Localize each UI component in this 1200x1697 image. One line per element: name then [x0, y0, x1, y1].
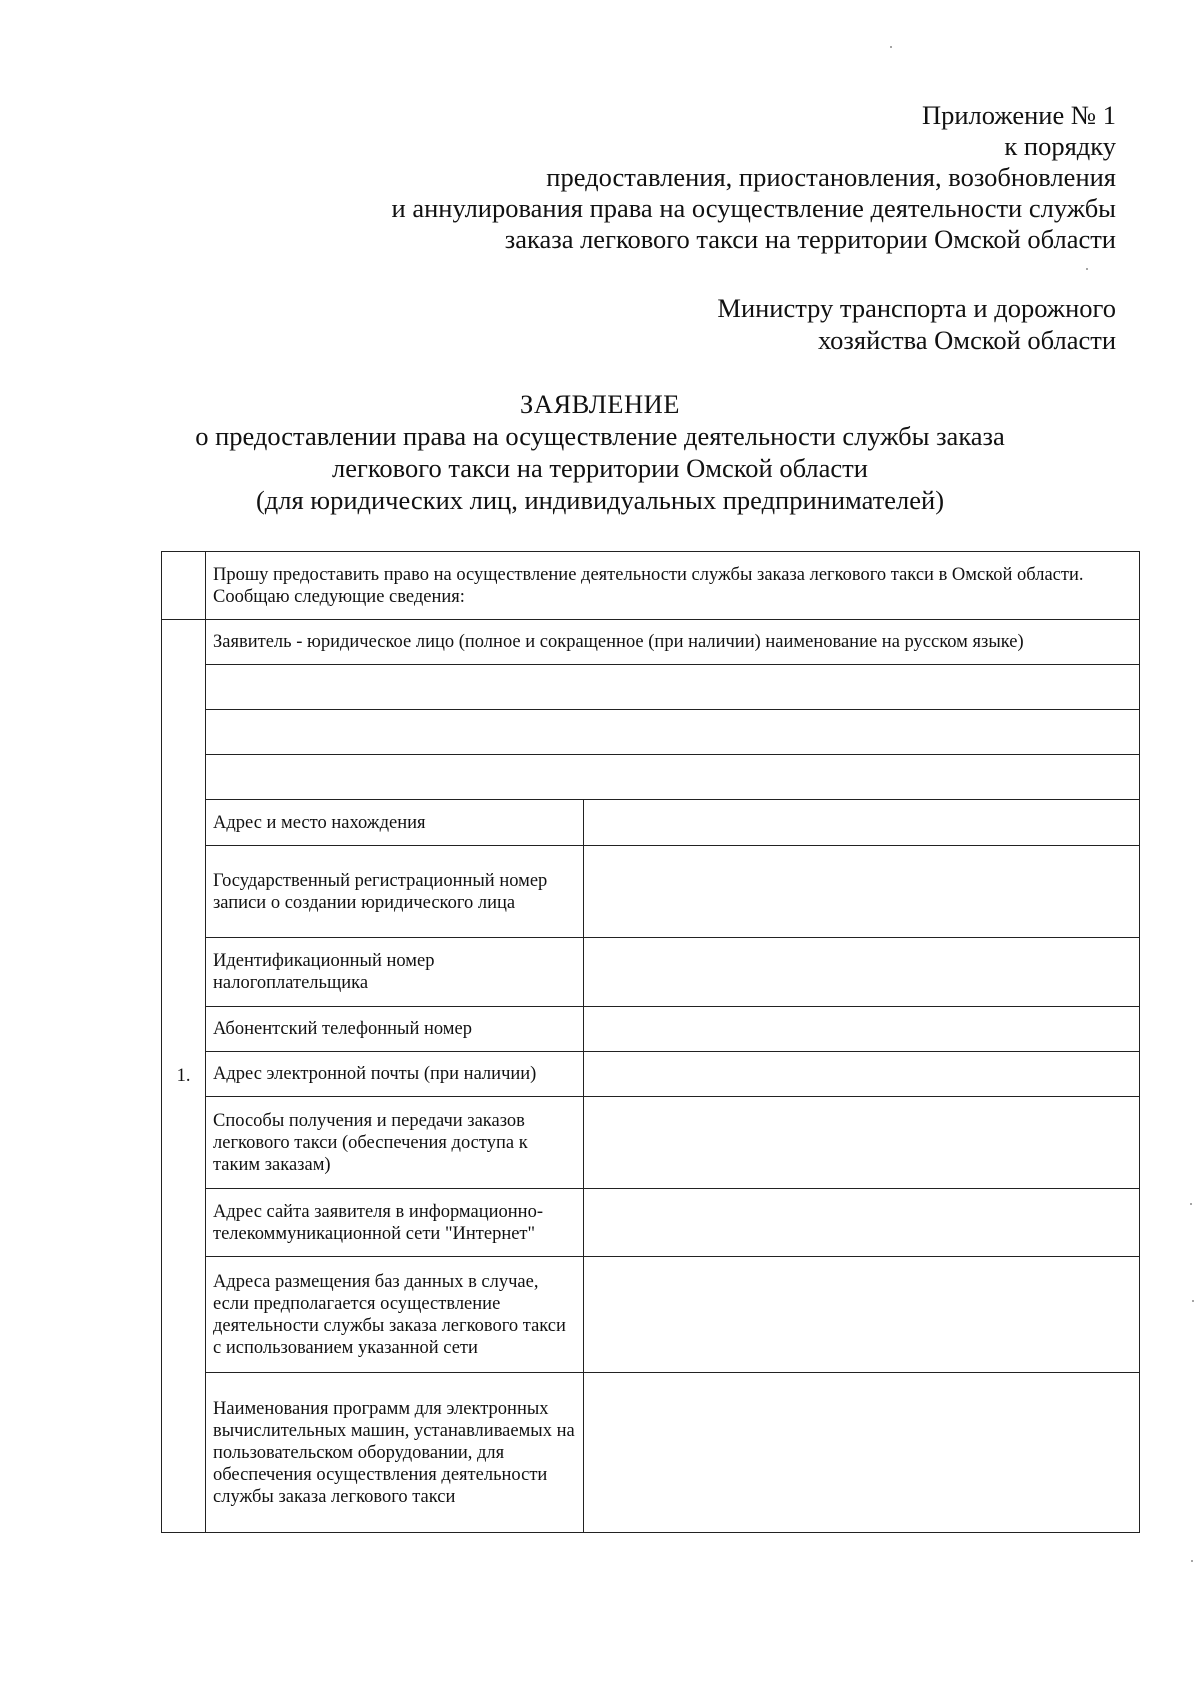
applicant-name-field-1[interactable] — [206, 665, 1140, 710]
annex-number: Приложение № 1 — [921, 100, 1116, 130]
addressee-line-1: Министру транспорта и дорожного — [717, 293, 1116, 323]
scan-speck — [1086, 268, 1088, 270]
applicant-name-row — [162, 710, 1140, 755]
database-locations-label: Адреса размещения баз данных в случае, если предполагается осуществление деятельности службы заказа легкового такси с использованием указанной сети — [206, 1257, 584, 1373]
applicant-name-field-3[interactable] — [206, 755, 1140, 800]
phone-field[interactable] — [584, 1007, 1140, 1052]
intro-row — [162, 552, 1140, 620]
scan-speck — [890, 46, 892, 48]
applicant-name-row — [162, 665, 1140, 710]
annex-reference: к порядку — [1004, 131, 1116, 161]
document-title: ЗАЯВЛЕНИЕ — [520, 389, 680, 419]
document-subtitle-line-2: легкового такси на территории Омской области — [332, 453, 868, 483]
field-row-phone — [162, 1007, 1140, 1052]
field-row-ogrn — [162, 846, 1140, 938]
order-methods-label: Способы получения и передачи заказов легкового такси (обеспечения доступа к таким заказам) — [206, 1097, 584, 1189]
field-row-software — [162, 1373, 1140, 1533]
annex-procedure-line-1: предоставления, приостановления, возобновления — [546, 162, 1116, 192]
applicant-name-field-2[interactable] — [206, 710, 1140, 755]
website-field[interactable] — [584, 1189, 1140, 1257]
scan-speck — [1192, 1300, 1194, 1302]
field-row-inn — [162, 938, 1140, 1007]
intro-number-cell — [162, 552, 206, 620]
addressee — [717, 292, 1116, 356]
applicant-name-row — [162, 755, 1140, 800]
scan-speck — [1190, 1203, 1192, 1205]
database-locations-field[interactable] — [584, 1257, 1140, 1373]
phone-label: Абонентский телефонный номер — [206, 1007, 584, 1052]
order-methods-field[interactable] — [584, 1097, 1140, 1189]
field-row-website — [162, 1189, 1140, 1257]
field-row-email — [162, 1052, 1140, 1097]
section-number: 1. — [162, 620, 206, 1533]
field-row-database-locations — [162, 1257, 1140, 1373]
inn-label: Идентификационный номер налогоплательщика — [206, 938, 584, 1007]
inn-field[interactable] — [584, 938, 1140, 1007]
annex-procedure-line-3: заказа легкового такси на территории Омской области — [504, 224, 1116, 254]
scan-speck — [1191, 1560, 1193, 1562]
software-field[interactable] — [584, 1373, 1140, 1533]
field-row-order-methods — [162, 1097, 1140, 1189]
addressee-line-2: хозяйства Омской области — [817, 325, 1116, 355]
annex-header — [392, 100, 1116, 255]
website-label: Адрес сайта заявителя в информационно-телекоммуникационной сети "Интернет" — [206, 1189, 584, 1257]
address-label: Адрес и место нахождения — [206, 800, 584, 846]
applicant-label-row — [162, 620, 1140, 665]
intro-text: Прошу предоставить право на осуществление деятельности службы заказа легкового такси в Омской области. Сообщаю следующие сведения: — [206, 552, 1140, 620]
field-row-address — [162, 800, 1140, 846]
document-title-block — [0, 388, 1200, 516]
document-subtitle-line-3: (для юридических лиц, индивидуальных предпринимателей) — [255, 485, 945, 515]
email-field[interactable] — [584, 1052, 1140, 1097]
ogrn-label: Государственный регистрационный номер записи о создании юридического лица — [206, 846, 584, 938]
application-form-table — [161, 551, 1140, 1533]
address-field[interactable] — [584, 800, 1140, 846]
document-subtitle-line-1: о предоставлении права на осуществление деятельности службы заказа — [195, 421, 1005, 451]
software-label: Наименования программ для электронных вычислительных машин, устанавливаемых на пользовательском оборудовании, для обеспечения осуществления деятельности службы заказа легкового такси — [206, 1373, 584, 1533]
email-label: Адрес электронной почты (при наличии) — [206, 1052, 584, 1097]
ogrn-field[interactable] — [584, 846, 1140, 938]
applicant-label: Заявитель - юридическое лицо (полное и сокращенное (при наличии) наименование на русском языке) — [206, 620, 1140, 665]
annex-procedure-line-2: и аннулирования права на осуществление деятельности службы — [391, 193, 1116, 223]
